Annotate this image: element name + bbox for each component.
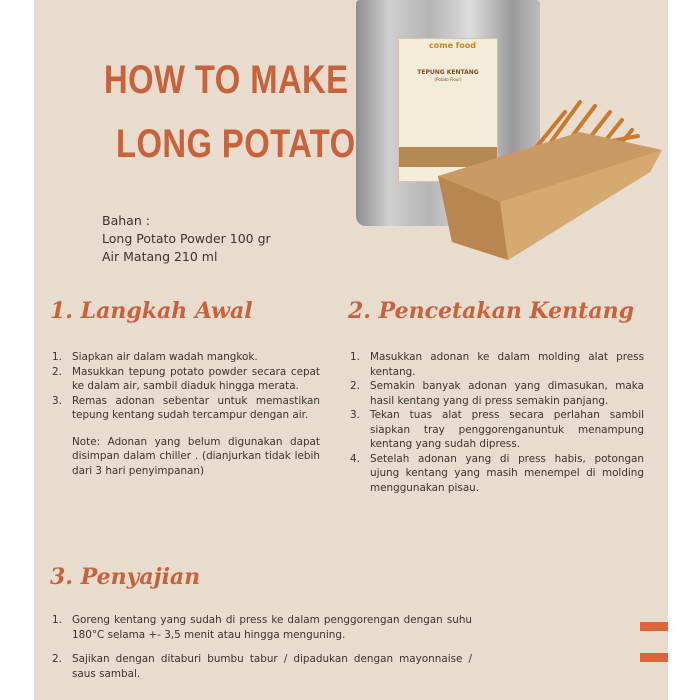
ingredient-item: Air Matang 210 ml <box>102 249 218 264</box>
list-item <box>52 652 472 681</box>
section-1-steps <box>52 350 320 478</box>
list-item <box>350 350 644 379</box>
step-number: 1. <box>52 351 62 363</box>
list-item <box>350 408 644 452</box>
list-item <box>52 394 320 423</box>
section-3-steps <box>52 613 472 681</box>
step-number: 2. <box>52 365 62 378</box>
section-2-heading: 2. Pencetakan Kentang <box>348 298 634 324</box>
step-number: 2. <box>52 653 62 665</box>
step-text: Masukkan adonan ke dalam molding alat press kentang. <box>370 351 644 378</box>
step-text: Remas adonan sebentar untuk memastikan tepung kentang sudah tercampur dengan air. <box>72 394 320 421</box>
ingredients-heading: Bahan : <box>102 213 150 228</box>
step-number: 1. <box>350 351 360 363</box>
section-2-steps <box>350 350 644 495</box>
step-number: 4. <box>350 452 360 465</box>
section-1-heading: 1. Langkah Awal <box>50 298 253 324</box>
step-text: Goreng kentang yang sudah di press ke dalam penggorengan dengan suhu 180°C selama +- 3,5 menit atau hingga menguning. <box>72 614 472 641</box>
storage-note: Note: Adonan yang belum digunakan dapat disimpan dalam chiller . (dianjurkan tidak lebih dari 3 hari penyimpanan) <box>72 435 320 477</box>
step-text: Masukkan tepung potato powder secara cepat ke dalam air, sambil diaduk hingga merata. <box>72 365 320 392</box>
title-line-2: LONG POTATO <box>116 122 356 166</box>
decorative-bar <box>640 622 668 631</box>
product-subtitle: (Potato Flour) <box>434 77 462 82</box>
decorative-bar <box>640 653 668 662</box>
step-text: Siapkan air dalam wadah mangkok. <box>72 351 258 363</box>
step-text: Semakin banyak adonan yang dimasukan, maka hasil kentang yang di press semakin panjang. <box>370 380 644 407</box>
list-item <box>350 379 644 408</box>
title-line-1: HOW TO MAKE <box>104 58 349 102</box>
list-item <box>350 452 644 496</box>
ingredients <box>102 212 271 266</box>
step-text: Tekan tuas alat press secara perlahan sambil siapkan tray penggorenganuntuk menampung kentang yang sudah dipress. <box>370 409 644 450</box>
recipe-page <box>34 0 668 700</box>
step-number: 3. <box>350 409 360 421</box>
ingredient-item: Long Potato Powder 100 gr <box>102 231 271 246</box>
step-number: 2. <box>350 380 360 392</box>
list-item <box>52 613 472 642</box>
step-text: Setelah adonan yang di press habis, potongan ujung kentang yang masih menempel di molding menggunakan pisau. <box>370 452 644 494</box>
section-3-heading: 3. Penyajian <box>50 564 201 590</box>
list-item <box>52 365 320 394</box>
product-name: TEPUNG KENTANG <box>417 69 479 76</box>
long-potato-fries-image <box>430 92 666 264</box>
step-text: Sajikan dengan ditaburi bumbu tabur / dipadukan dengan mayonnaise / saus sambal. <box>72 653 472 680</box>
list-item <box>52 350 320 365</box>
step-number: 1. <box>52 614 62 626</box>
step-number: 3. <box>52 394 62 407</box>
brand-logo: come food <box>429 41 476 50</box>
